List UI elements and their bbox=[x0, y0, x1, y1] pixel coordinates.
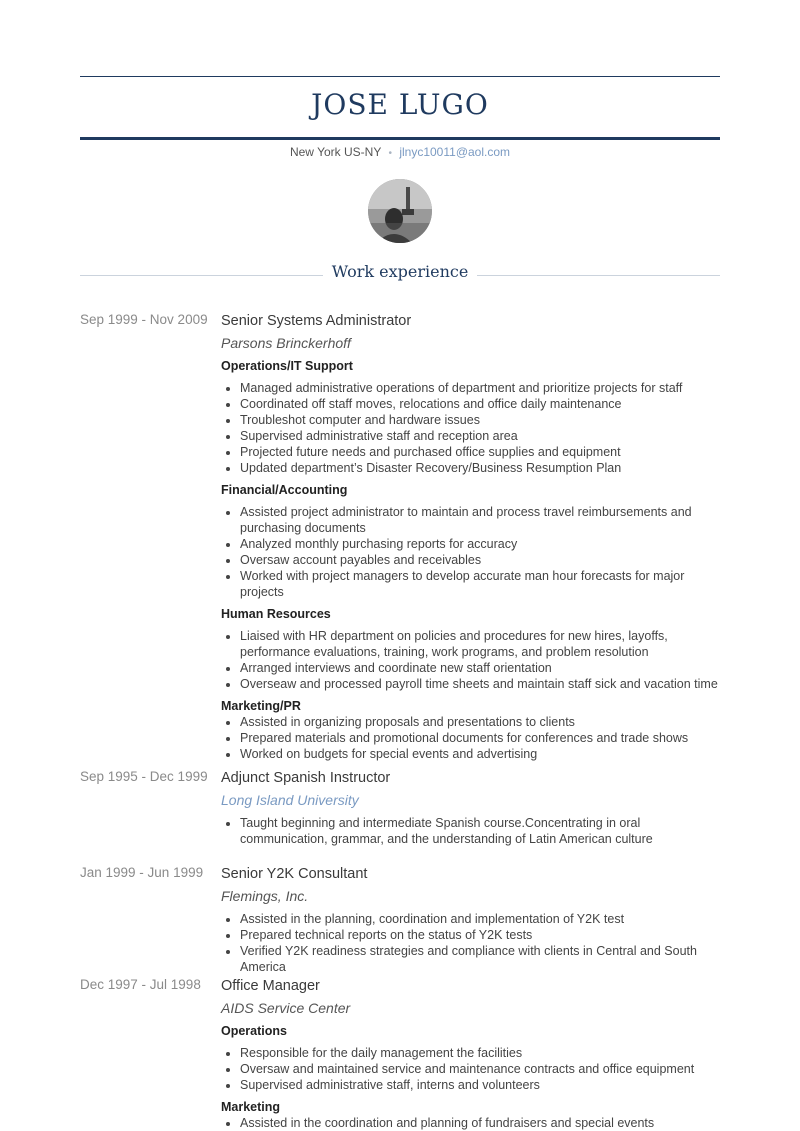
list-item: • Taught beginning and intermediate Spanish course.Concentrating in oral communication, grammar, and the understanding of Latin American culture bbox=[240, 815, 720, 847]
job-group-title: Operations/IT Support bbox=[221, 359, 353, 373]
list-item: • Assisted in the coordination and planning of fundraisers and special events bbox=[240, 1115, 720, 1131]
job-company: Parsons Brinckerhoff bbox=[221, 335, 351, 351]
list-item: • Troubleshot computer and hardware issues bbox=[240, 412, 720, 428]
job-dates: Dec 1997 - Jul 1998 bbox=[80, 977, 201, 992]
list-item: • Responsible for the daily management the facilities bbox=[240, 1045, 720, 1061]
list-item: • Coordinated off staff moves, relocations and office daily maintenance bbox=[240, 396, 720, 412]
bullet-list bbox=[221, 1115, 720, 1131]
resume-page bbox=[80, 0, 720, 1128]
list-item: • Oversaw account payables and receivables bbox=[240, 552, 720, 568]
section-header bbox=[80, 262, 720, 286]
bullet-list bbox=[221, 714, 720, 762]
list-item: • Worked on budgets for special events and advertising bbox=[240, 746, 720, 762]
list-item: • Assisted in the planning, coordination and implementation of Y2K test bbox=[240, 911, 720, 927]
list-item: • Assisted in organizing proposals and presentations to clients bbox=[240, 714, 720, 730]
avatar bbox=[368, 179, 432, 243]
list-item: • Prepared materials and promotional documents for conferences and trade shows bbox=[240, 730, 720, 746]
bullet-list bbox=[221, 1045, 720, 1093]
job-role: Senior Y2K Consultant bbox=[221, 866, 368, 882]
job-company: AIDS Service Center bbox=[221, 1000, 351, 1016]
top-rule bbox=[80, 76, 720, 77]
section-rule-left bbox=[80, 275, 323, 276]
list-item: • Analyzed monthly purchasing reports for accuracy bbox=[240, 536, 720, 552]
list-item: • Oversaw and maintained service and maintenance contracts and office equipment bbox=[240, 1061, 720, 1077]
job-role: Adjunct Spanish Instructor bbox=[221, 770, 391, 786]
job-role: Office Manager bbox=[221, 978, 320, 994]
job-dates: Sep 1995 - Dec 1999 bbox=[80, 769, 208, 784]
bullet-list bbox=[221, 504, 720, 600]
bullet-list bbox=[221, 911, 720, 975]
job-body bbox=[221, 977, 720, 1131]
list-item: • Supervised administrative staff and reception area bbox=[240, 428, 720, 444]
list-item: • Overseaw and processed payroll time sheets and maintain staff sick and vacation time bbox=[240, 676, 720, 692]
list-item: • Verified Y2K readiness strategies and compliance with clients in Central and South America bbox=[240, 943, 720, 975]
bullet-list bbox=[221, 380, 720, 476]
list-item: • Worked with project managers to develop accurate man hour forecasts for major projects bbox=[240, 568, 720, 600]
job-group-title: Marketing/PR bbox=[221, 699, 301, 713]
bottom-rule bbox=[80, 137, 720, 140]
contact-line bbox=[80, 145, 720, 159]
job-group-title: Human Resources bbox=[221, 607, 331, 621]
job-body bbox=[221, 865, 720, 975]
email-link[interactable]: jlnyc10011@aol.com bbox=[399, 145, 511, 159]
job-body bbox=[221, 312, 720, 762]
job-dates: Sep 1999 - Nov 2009 bbox=[80, 312, 208, 327]
job-group-title: Marketing bbox=[221, 1100, 281, 1114]
list-item: • Liaised with HR department on policies and procedures for new hires, layoffs, performance evaluations, training, work programs, and problem resolution bbox=[240, 628, 720, 660]
list-item: • Assisted project administrator to maintain and process travel reimbursements and purchasing documents bbox=[240, 504, 720, 536]
job-body bbox=[221, 769, 720, 847]
avatar-photo bbox=[368, 179, 432, 243]
section-title: Work experience bbox=[331, 262, 469, 281]
job-company: Flemings, Inc. bbox=[221, 888, 309, 904]
location-text: New York US-NY bbox=[289, 145, 382, 159]
list-item: • Updated department’s Disaster Recovery/Business Resumption Plan bbox=[240, 460, 720, 476]
job-group-title: Financial/Accounting bbox=[221, 483, 348, 497]
list-item: • Arranged interviews and coordinate new staff orientation bbox=[240, 660, 720, 676]
job-dates: Jan 1999 - Jun 1999 bbox=[80, 865, 204, 880]
candidate-name: JOSE LUGO bbox=[311, 88, 489, 121]
bullet-list bbox=[221, 815, 720, 847]
job-group-title: Operations bbox=[221, 1024, 287, 1038]
contact-separator: • bbox=[388, 148, 392, 159]
job-company-link[interactable]: Long Island University bbox=[221, 792, 359, 808]
section-rule-right bbox=[477, 275, 720, 276]
list-item: • Managed administrative operations of department and prioritize projects for staff bbox=[240, 380, 720, 396]
list-item: • Prepared technical reports on the status of Y2K tests bbox=[240, 927, 720, 943]
list-item: • Projected future needs and purchased office supplies and equipment bbox=[240, 444, 720, 460]
bullet-list bbox=[221, 628, 720, 692]
job-role: Senior Systems Administrator bbox=[221, 313, 412, 329]
list-item: • Supervised administrative staff, interns and volunteers bbox=[240, 1077, 720, 1093]
